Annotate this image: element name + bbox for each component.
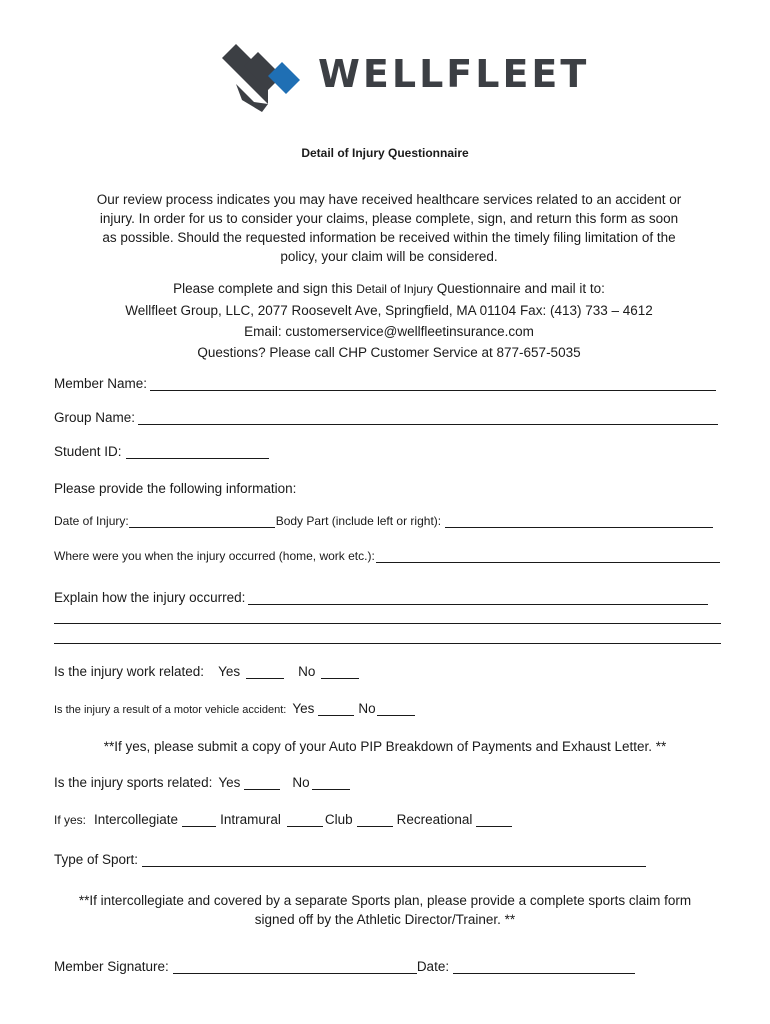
- sports-yes-field[interactable]: [244, 777, 280, 790]
- if-yes-label: If yes:: [54, 813, 87, 827]
- explain-line-2[interactable]: [54, 623, 721, 624]
- mailing-address: Wellfleet Group, LLC, 2077 Roosevelt Ave, Springfield, MA 01104 Fax: (413) 733 – 4612: [125, 303, 653, 318]
- club-label: Club: [324, 812, 353, 827]
- work-yes-label: Yes: [218, 664, 241, 679]
- type-of-sport-field[interactable]: [142, 854, 646, 867]
- explain-line-3[interactable]: [54, 643, 721, 644]
- signature-label: Member Signature:: [54, 959, 169, 974]
- sports-no-field[interactable]: [312, 777, 350, 790]
- signature-row: [54, 959, 635, 974]
- explain-field[interactable]: [248, 592, 708, 605]
- intercollegiate-label: Intercollegiate: [94, 812, 179, 827]
- student-id-field[interactable]: [126, 446, 269, 459]
- form-title: Detail of Injury Questionnaire: [301, 146, 469, 160]
- work-no-label: No: [298, 664, 316, 679]
- date-bodypart-row: [54, 514, 713, 528]
- club-field[interactable]: [357, 814, 393, 827]
- group-name-label: Group Name:: [54, 410, 136, 425]
- recreational-field[interactable]: [476, 814, 512, 827]
- where-label: Where were you when the injury occurred (home, work etc.):: [54, 549, 375, 563]
- date-of-injury-field[interactable]: [129, 515, 275, 528]
- motor-yes-field[interactable]: [318, 703, 354, 716]
- student-id-row: [54, 444, 269, 459]
- member-name-label: Member Name:: [54, 376, 148, 391]
- motor-no-field[interactable]: [377, 703, 415, 716]
- explain-label: Explain how the injury occurred:: [54, 590, 246, 605]
- type-of-sport-row: [54, 852, 646, 867]
- mailing-instructions: [92, 278, 686, 363]
- work-yes-field[interactable]: [246, 666, 284, 679]
- sports-claim-note: **If intercollegiate and covered by a separate Sports plan, please provide a complete sports claim form signed off by the Athletic Director/Trainer. **: [78, 893, 692, 927]
- wellfleet-logo-mark: [222, 44, 302, 114]
- work-no-field[interactable]: [321, 666, 359, 679]
- where-field[interactable]: [376, 550, 720, 563]
- sports-related-label: Is the injury sports related:: [54, 775, 213, 790]
- recreational-label: Recreational: [396, 812, 473, 827]
- date-label: Date:: [416, 959, 450, 974]
- member-name-row: [54, 376, 716, 391]
- email-line: Email: customerservice@wellfleetinsurance.com: [244, 324, 534, 339]
- student-id-label: Student ID:: [54, 444, 122, 459]
- date-field[interactable]: [453, 961, 635, 974]
- wellfleet-logo-text: WELLFLEET: [318, 52, 590, 96]
- provide-info-heading: Please provide the following information:: [54, 481, 297, 496]
- sports-related-row: [54, 775, 350, 790]
- motor-yes-label: Yes: [292, 701, 315, 716]
- member-name-field[interactable]: [150, 378, 716, 391]
- work-related-label: Is the injury work related:: [54, 664, 205, 679]
- motor-vehicle-row: [54, 701, 415, 716]
- group-name-field[interactable]: [138, 412, 718, 425]
- motor-no-label: No: [358, 701, 376, 716]
- sports-yes-label: Yes: [218, 775, 241, 790]
- where-row: [54, 549, 720, 563]
- intercollegiate-field[interactable]: [182, 814, 216, 827]
- body-part-field[interactable]: [445, 515, 713, 528]
- intramural-label: Intramural: [220, 812, 281, 827]
- type-of-sport-label: Type of Sport:: [54, 852, 139, 867]
- pip-note: **If yes, please submit a copy of your Auto PIP Breakdown of Payments and Exhaust Letter. **: [103, 739, 667, 754]
- sport-type-options-row: [54, 812, 512, 827]
- explain-row: [54, 590, 708, 605]
- questions-line: Questions? Please call CHP Customer Service at 877-657-5035: [197, 345, 581, 360]
- intro-paragraph: Our review process indicates you may have received healthcare services related to an accident or injury. In order for us to consider your claims, please complete, sign, and return this form as soon as possible. Should the requested information be received within the timely filing limitation of the policy, your claim will be considered.: [96, 192, 682, 264]
- date-of-injury-label: Date of Injury:: [54, 514, 129, 528]
- mail-instruction-line: Please complete and sign this Detail of Injury Questionnaire and mail it to:: [173, 281, 605, 296]
- intramural-field[interactable]: [287, 814, 323, 827]
- group-name-row: [54, 410, 718, 425]
- body-part-label: Body Part (include left or right):: [275, 514, 442, 528]
- motor-vehicle-label: Is the injury a result of a motor vehicle accident:: [54, 704, 287, 716]
- work-related-row: [54, 664, 359, 679]
- sports-no-label: No: [292, 775, 310, 790]
- signature-field[interactable]: [173, 961, 417, 974]
